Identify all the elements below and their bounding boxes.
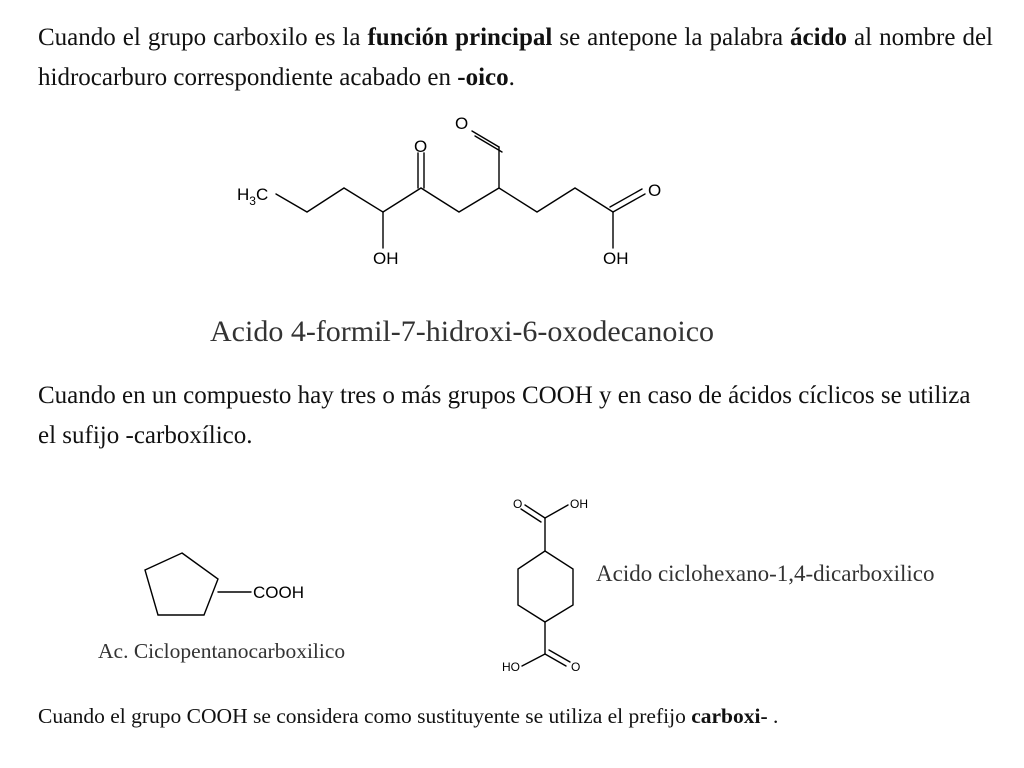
intro-bold-funcion-principal: función principal [367, 24, 553, 51]
intro-text-4: . [508, 64, 515, 91]
hydroxy-oh-label: OH [373, 249, 399, 268]
prefix-text-2: . [767, 704, 779, 728]
structure-2-name: Ac. Ciclopentanocarboxilico [98, 639, 346, 663]
bottom-oxygen-label: O [571, 660, 581, 674]
top-oh-label: OH [570, 497, 588, 511]
acid-oh-label: OH [603, 249, 629, 268]
carboxi-prefix-paragraph [38, 700, 998, 732]
aldehyde-oxygen-label: O [455, 114, 469, 133]
intro-bold-acido: ácido [790, 24, 847, 51]
intro-text-3: al nombre del hidrocarburo correspondiente acabado en [38, 24, 993, 91]
ketone-oxygen-label: O [414, 137, 428, 156]
intro-text-2: se antepone la palabra [552, 24, 791, 51]
cyclohexane-ring [518, 551, 573, 622]
prefix-bold-carboxi: carboxi- [691, 704, 768, 728]
top-oxygen-label: O [513, 497, 523, 511]
intro-bold-oico: -oico [457, 64, 509, 91]
carboxylic-suffix-paragraph: Cuando en un compuesto hay tres o más grupos COOH y en caso de ácidos cíclicos se utiliza el sufijo -carboxílico. [38, 382, 971, 449]
bottom-ho-label: HO [502, 660, 520, 674]
acid-oxygen-label: O [648, 181, 662, 200]
prefix-text-1: Cuando el grupo COOH se considera como sustituyente se utiliza el prefijo [38, 704, 692, 728]
cooh-group-label: COOH [253, 583, 304, 602]
structure-1-name: Acido 4-formil-7-hidroxi-6-oxodecanoico [210, 315, 715, 348]
h3c-group-label: $H_3C$ [237, 185, 269, 208]
intro-text-1: Cuando el grupo carboxilo es la [38, 24, 368, 51]
structure-3-name: Acido ciclohexano-1,4-dicarboxilico [596, 561, 935, 586]
